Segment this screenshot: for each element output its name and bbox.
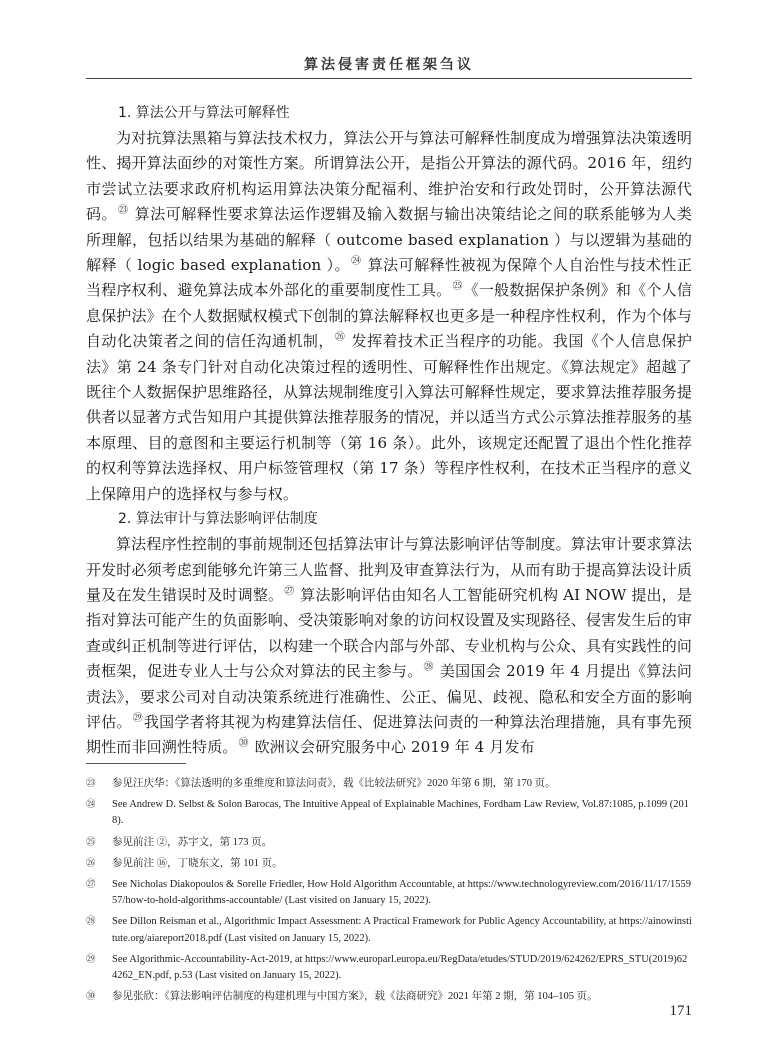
footnote-text: See Andrew D. Selbst & Solon Barocas, The Intuitive Appeal of Explainable Machines, Fordham Law Review, Vol.87:1085, p.1099 (2018). xyxy=(112,799,690,827)
footnote-item xyxy=(86,856,692,872)
running-header-title: 算法侵害责任框架刍议 xyxy=(304,57,474,73)
footnote-ref-24[interactable]: ㉔ xyxy=(351,256,362,268)
footnote-text: See Algorithmic-Accountability-Act-2019, at https://www.europarl.europa.eu/RegData/etudes/STUD/2019/624262/EPRS_STU(2019)624262_EN.pdf, p.53 (Last visited on January 15, 2022). xyxy=(112,953,688,982)
footnote-ref-26[interactable]: ㉖ xyxy=(334,332,346,344)
text-run: 为对抗算法黑箱与算法技术权力，算法公开与算法可解释性制度成为增强算法决策透明性、揭开算法面纱的对策性方案。所谓算法公开，是指公开算法的源代码。2016 年，纽约市尝试立法要求政府机构运用算法决策分配福利、维护治安和行政处罚时，公开算法源代码。 xyxy=(86,129,692,224)
section-1-paragraph xyxy=(86,126,692,507)
footnote-number: ㉙ xyxy=(86,954,96,965)
text-run: 发挥着技术正当程序的功能。我国《个人信息保护法》第 24 条专门针对自动化决策过程的透明性、可解释性作出规定。《算法规定》超越了既往个人数据保护思维路径，从算法规制维度引入算法可解释性规定，要求算法推荐服务提供者以显著方式告知用户其提供算法推荐服务的情况，并以适当方式公示算法推荐服务的基本原理、目的意图和主要运行机制等（第 16 条）。此外，该规定还配置了退出个性化推荐的权利等算法选择权、用户标签管理权（第 17 条）等程序性权利，在技术正当程序的意义上保障用户的选择权与参与权。 xyxy=(86,332,693,503)
footnote-number: ㉔ xyxy=(86,800,96,811)
main-text xyxy=(86,101,692,761)
footnote-separator xyxy=(86,763,186,764)
footnote-item xyxy=(86,952,692,984)
text-run: 美国国会 2019 年 4 月提出《算法问责法》，要求公司对自动决策系统进行准确性、公正、偏见、歧视、隐私和安全方面的影响评估。 xyxy=(86,662,692,731)
footnote-number: ㉘ xyxy=(86,917,96,928)
footnote-ref-30[interactable]: ㉚ xyxy=(238,738,249,750)
footnote-text: 参见汪庆华：《算法透明的多重维度和算法问责》，载《比较法研究》2020 年第 6 期，第 170 页。 xyxy=(112,778,556,789)
section-heading-2: 2. 算法审计与算法影响评估制度 xyxy=(118,511,318,528)
section-2-paragraph xyxy=(86,532,692,761)
text-run: 算法可解释性被视为保障个人自治性与技术性正当程序权利、避免算法成本外部化的重要制度性工具。 xyxy=(86,256,692,300)
footnote-ref-25[interactable]: ㉕ xyxy=(452,281,463,293)
text-run: 算法可解释性要求算法运作逻辑及输入数据与输出决策结论之间的联系能够为人类所理解，包括以结果为基础的解释（ outcome based explanation ）与以逻辑为基础的解释（ logic based explanation ）。 xyxy=(86,205,692,275)
running-header xyxy=(86,40,692,79)
footnote-item xyxy=(86,797,692,829)
footnote-text: 参见前注 ⑯，丁晓东文，第 101 页。 xyxy=(112,857,283,869)
footnote-text: 参见前注 ②，苏宇文，第 173 页。 xyxy=(112,836,273,848)
text-run: 《一般数据保护条例》和《个人信息保护法》在个人数据赋权模式下创制的算法解释权也更多是一种程序性权利，作为个体与自动化决策者之间的信任沟通机制， xyxy=(86,281,693,351)
footnote-ref-23[interactable]: ㉓ xyxy=(117,205,129,217)
text-run: 算法影响评估由知名人工智能研究机构 AI NOW 提出，是指对算法可能产生的负面影响、受决策影响对象的访问权设置及实现路径、侵害发生后的审查或纠正机制等进行评估，以构建一个联合内部与外部、专业机构与公众、具有实践性的问责框架，促进专业人士与公众对算法的民主参与。 xyxy=(86,585,693,681)
footnote-item xyxy=(86,914,692,946)
footnote-number: ㉓ xyxy=(86,779,96,789)
text-run: 算法程序性控制的事前规制还包括算法审计与算法影响评估等制度。算法审计要求算法开发时必须考虑到能够允许第三人监督、批判及审查算法行为，从而有助于提高算法设计质量及在发生错误时及时调整。 xyxy=(86,535,693,604)
footnote-text: See Nicholas Diakopoulos & Sorelle Friedler, How Hold Algorithm Accountable, at https://www.technologyreview.com/2016/11/17/155957/how-to-hold-algorithms-accountable/ (Last visited on January 15, 2022). xyxy=(112,879,692,907)
page-number: 171 xyxy=(669,1003,692,1019)
footnote-item xyxy=(86,776,692,792)
footnote-number: ㉕ xyxy=(86,837,96,848)
footnote-item xyxy=(86,989,692,1005)
footnote-number: ㉗ xyxy=(86,880,96,891)
footnotes xyxy=(86,776,692,1010)
footnote-text: See Dillon Reisman et al., Algorithmic Impact Assessment: A Practical Framework for Public Agency Accountability, at https://ainowinstitute.org/aiareport2018.pdf (Last visited on January 15, 2022). xyxy=(112,916,692,944)
text-run: 欧洲议会研究服务中心 2019 年 4 月发布 xyxy=(249,738,535,757)
footnote-ref-29[interactable]: ㉙ xyxy=(132,712,143,724)
footnote-item xyxy=(86,835,692,851)
section-heading-1: 1. 算法公开与算法可解释性 xyxy=(118,105,290,121)
footnote-ref-28[interactable]: ㉘ xyxy=(423,662,434,674)
text-run: 我国学者将其视为构建算法信任、促进算法问责的一种算法治理措施，具有事先预期性而非回溯性特质。 xyxy=(86,712,693,757)
footnote-number: ㉚ xyxy=(86,992,96,1003)
footnote-item xyxy=(86,877,692,909)
footnote-number: ㉖ xyxy=(86,858,96,869)
footnote-ref-27[interactable]: ㉗ xyxy=(284,585,295,597)
footnote-text: 参见张欣：《算法影响评估制度的构建机理与中国方案》，载《法商研究》2021 年第 2 期，第 104–105 页。 xyxy=(112,991,598,1003)
